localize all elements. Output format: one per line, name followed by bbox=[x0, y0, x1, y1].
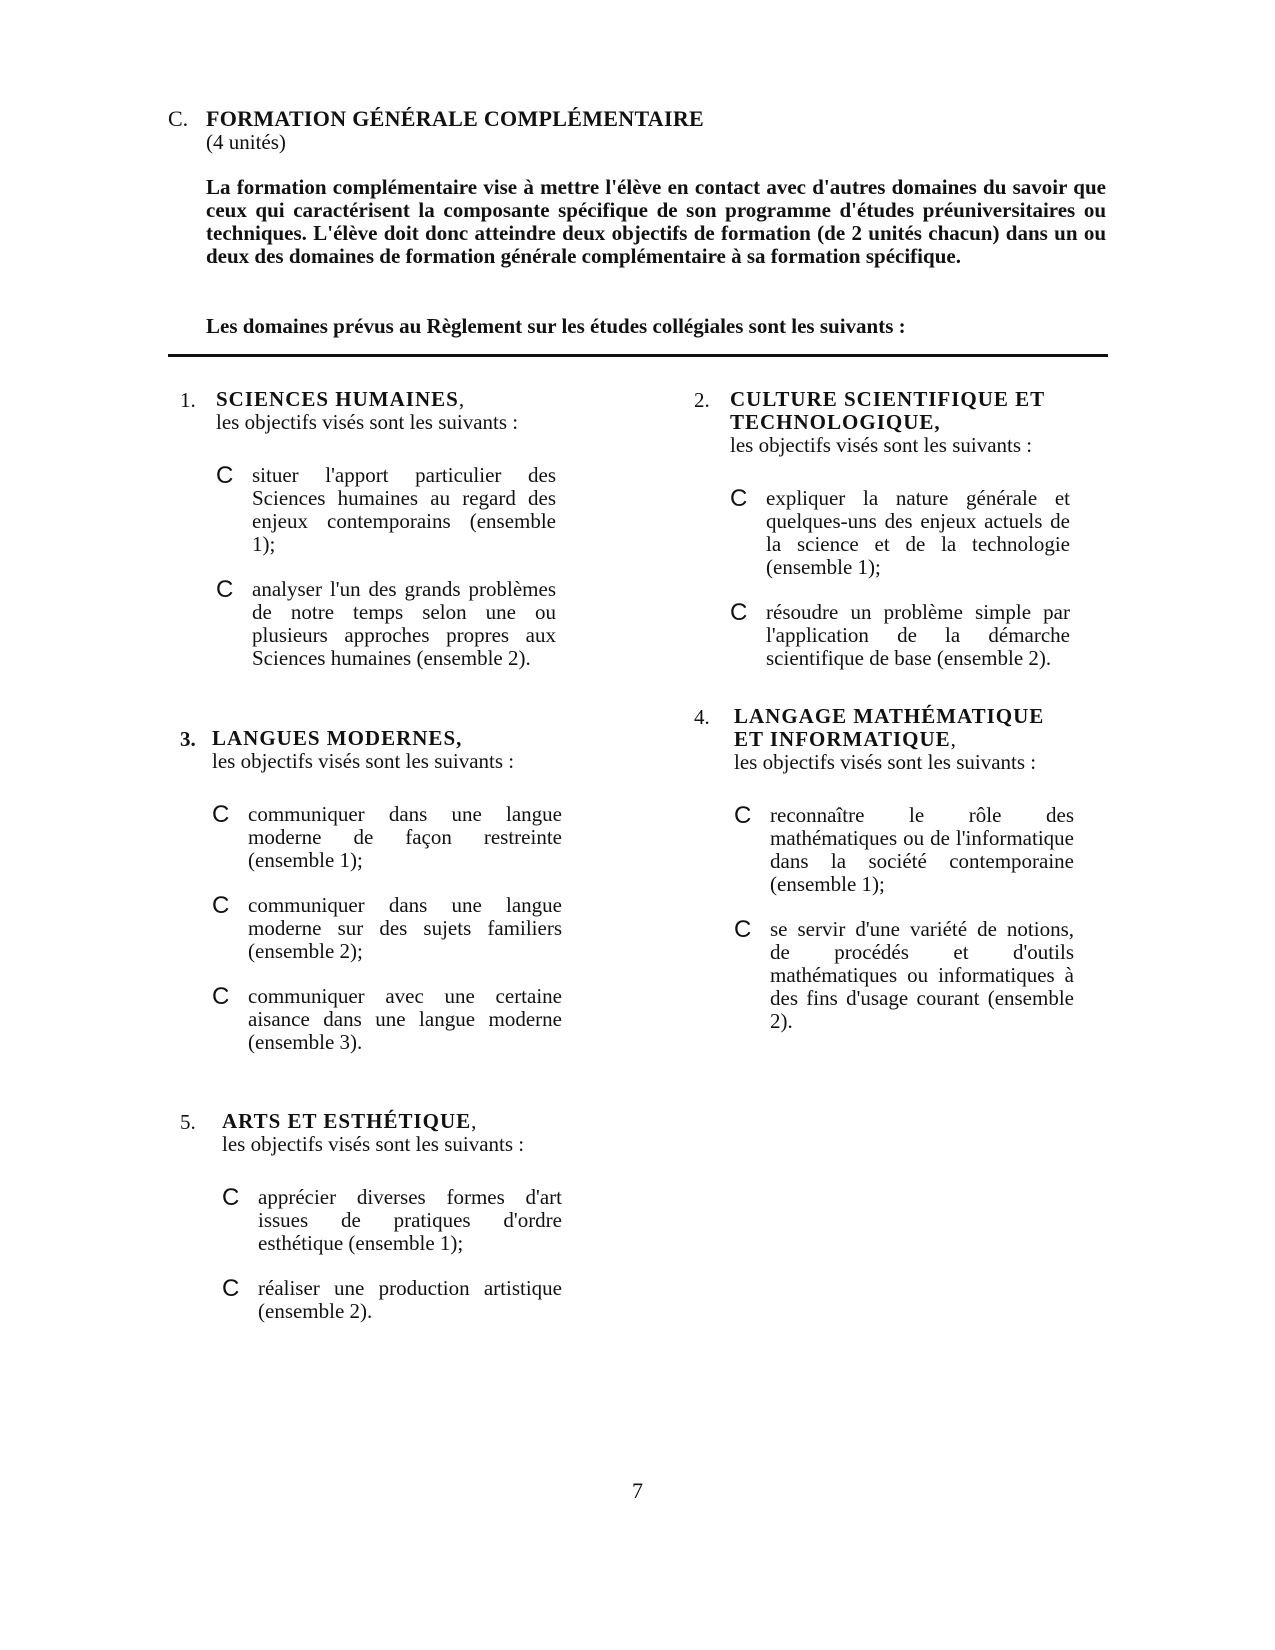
objective-item: C réaliser une production artistique (ensemble 2). bbox=[222, 1275, 562, 1323]
bullet-icon: C bbox=[222, 1275, 240, 1302]
section-letter: C. bbox=[168, 106, 189, 131]
bullet-icon: C bbox=[216, 576, 234, 603]
domain-heading: SCIENCES HUMAINES, bbox=[216, 387, 466, 411]
objective-item: C se servir d'une variété de notions, de procédés et d'outils mathématiques ou informatiques à des fins d'usage courant (ensemble 2). bbox=[734, 916, 1074, 1033]
bullet-icon: C bbox=[212, 892, 230, 919]
bullet-icon: C bbox=[216, 462, 234, 489]
objective-item: C situer l'apport particulier des Sciences humaines au regard des enjeux contemporains (ensemble 1); bbox=[216, 462, 556, 556]
domain-heading: CULTURE SCIENTIFIQUE ET TECHNOLOGIQUE, bbox=[730, 387, 1045, 434]
bullet-icon: C bbox=[222, 1184, 240, 1211]
domain-subtitle: les objectifs visés sont les suivants : bbox=[222, 1132, 525, 1156]
domain-subtitle: les objectifs visés sont les suivants : bbox=[216, 410, 519, 434]
domain-number: 2. bbox=[694, 388, 710, 412]
objective-item: C apprécier diverses formes d'art issues de pratiques d'ordre esthétique (ensemble 1); bbox=[222, 1184, 562, 1255]
domain-heading: LANGUES MODERNES, bbox=[212, 726, 463, 750]
bullet-icon: C bbox=[212, 801, 230, 828]
objective-list bbox=[216, 464, 556, 670]
domain-number: 5. bbox=[180, 1110, 196, 1134]
domain-langage-mathematique bbox=[694, 705, 1104, 1033]
bullet-icon: C bbox=[730, 599, 748, 626]
domain-arts-esthetique bbox=[180, 1110, 590, 1323]
domain-number: 3. bbox=[180, 727, 196, 751]
bullet-icon: C bbox=[734, 916, 752, 943]
objective-item: C analyser l'un des grands problèmes de notre temps selon une ou plusieurs approches propres aux Sciences humaines (ensemble 2). bbox=[216, 576, 556, 670]
section-title: FORMATION GÉNÉRALE COMPLÉMENTAIRE bbox=[206, 106, 704, 131]
objective-item: C communiquer dans une langue moderne sur des sujets familiers (ensemble 2); bbox=[212, 892, 562, 963]
section-divider bbox=[168, 354, 1108, 357]
domain-subtitle: les objectifs visés sont les suivants : bbox=[730, 433, 1033, 457]
objective-list bbox=[730, 487, 1070, 670]
objective-list bbox=[734, 804, 1074, 1033]
domain-number: 1. bbox=[180, 388, 196, 412]
objective-list bbox=[212, 803, 562, 1054]
domain-subtitle: les objectifs visés sont les suivants : bbox=[734, 750, 1037, 774]
bullet-icon: C bbox=[734, 802, 752, 829]
domain-subtitle: les objectifs visés sont les suivants : bbox=[212, 749, 515, 773]
objective-list bbox=[222, 1186, 562, 1323]
domain-heading: ARTS ET ESTHÉTIQUE, bbox=[222, 1109, 478, 1133]
objective-item: C communiquer avec une certaine aisance dans une langue moderne (ensemble 3). bbox=[212, 983, 562, 1054]
section-intro: La formation complémentaire vise à mettre l'élève en contact avec d'autres domaines du savoir que ceux qui caractérisent la composante spécifique de son programme d'études préuniversitaires ou techniques. L'élève doit donc atteindre deux objectifs de formation (de 2 unités chacun) dans un ou deux des domaines de formation générale complémentaire à sa formation spécifique. bbox=[206, 175, 1106, 268]
domain-heading: LANGAGE MATHÉMATIQUE ET INFORMATIQUE, bbox=[734, 704, 1045, 751]
objective-item: C reconnaître le rôle des mathématiques ou de l'informatique dans la société contemporaine (ensemble 1); bbox=[734, 802, 1074, 896]
domain-sciences-humaines bbox=[180, 388, 590, 670]
bullet-icon: C bbox=[730, 485, 748, 512]
domain-number: 4. bbox=[694, 705, 710, 729]
objective-item: C résoudre un problème simple par l'application de la démarche scientifique de base (ensemble 2). bbox=[730, 599, 1070, 670]
domains-intro: Les domaines prévus au Règlement sur les études collégiales sont les suivants : bbox=[206, 314, 906, 338]
bullet-icon: C bbox=[212, 983, 230, 1010]
objective-item: C expliquer la nature générale et quelques-uns des enjeux actuels de la science et de la technologie (ensemble 1); bbox=[730, 485, 1070, 579]
objective-item: C communiquer dans une langue moderne de façon restreinte (ensemble 1); bbox=[212, 801, 562, 872]
page-number: 7 bbox=[632, 1478, 643, 1503]
section-units: (4 unités) bbox=[206, 130, 286, 154]
domain-langues-modernes bbox=[180, 727, 590, 1054]
domain-culture-scientifique bbox=[694, 388, 1104, 670]
